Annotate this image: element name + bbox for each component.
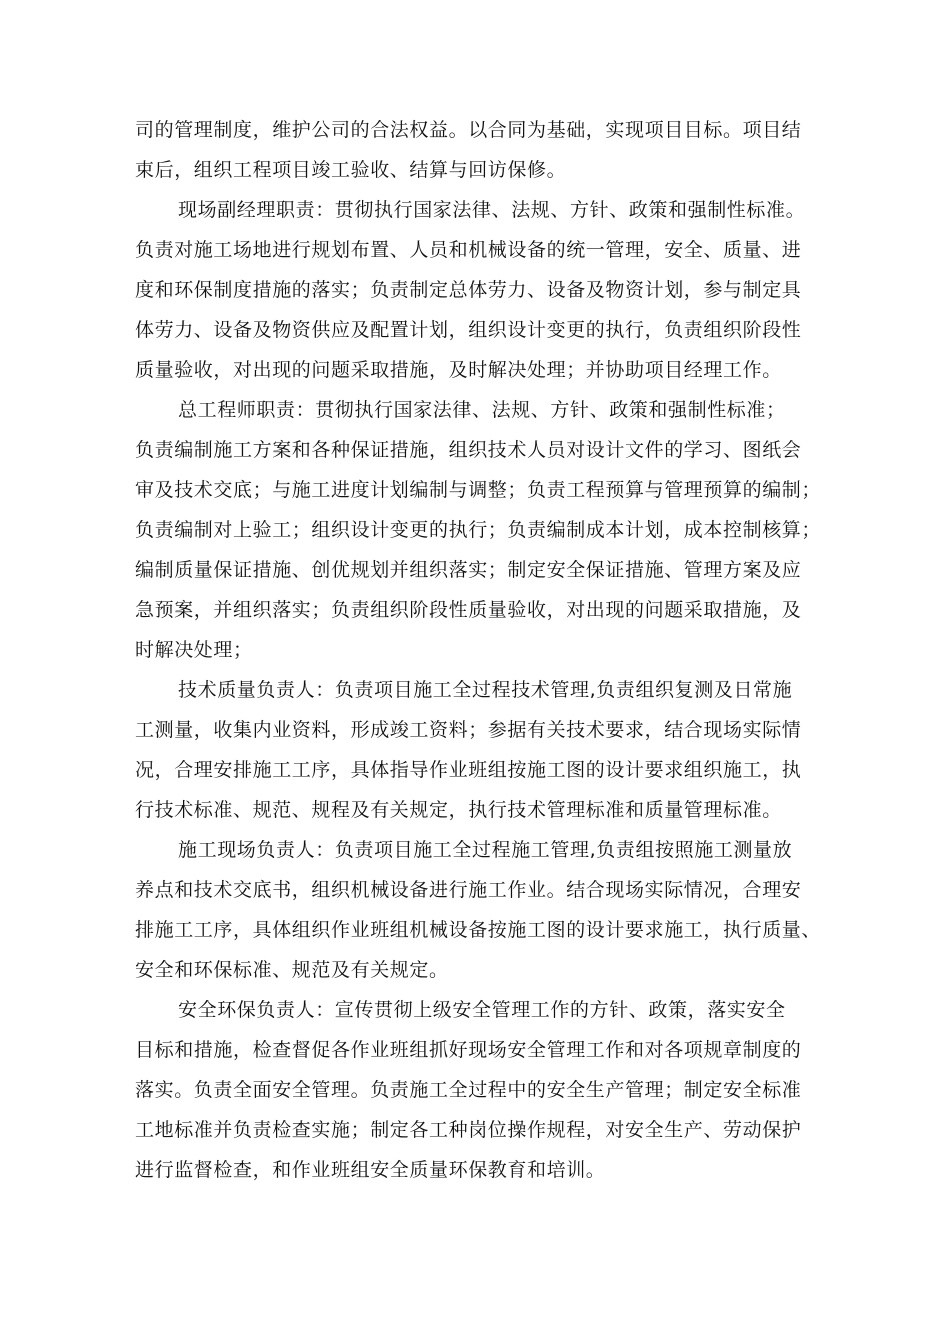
text-line: 编制质量保证措施、创优规划并组织落实；制定安全保证措施、管理方案及应 [135,559,802,581]
text-line: 审及技术交底；与施工进度计划编制与调整；负责工程预算与管理预算的编制； [135,479,822,501]
text-line: 目标和措施，检查督促各作业班组抓好现场安全管理工作和对各项规章制度的 [135,1039,802,1061]
text-line: 负责编制对上验工；组织设计变更的执行；负责编制成本计划，成本控制核算； [135,519,822,541]
text-line: 进行监督检查，和作业班组安全质量环保教育和培训。 [135,1159,606,1181]
text-line: 负责对施工场地进行规划布置、人员和机械设备的统一管理，安全、质量、进 [135,239,802,261]
text-line: 负责编制施工方案和各种保证措施，组织技术人员对设计文件的学习、图纸会 [135,439,802,461]
text-line: 工测量，收集内业资料，形成竣工资料；参据有关技术要求，结合现场实际情 [135,719,802,741]
text-line: 束后，组织工程项目竣工验收、结算与回访保修。 [135,159,567,181]
text-line: 司的管理制度，维护公司的合法权益。以合同为基础，实现项目目标。项目结 [135,119,802,141]
text-line: 行技术标准、规范、规程及有关规定，执行技术管理标准和质量管理标准。 [135,799,782,821]
text-line: 工地标准并负责检查实施；制定各工种岗位操作规程，对安全生产、劳动保护 [135,1119,802,1141]
paragraph-start: 技术质量负责人：负责项目施工全过程技术管理,负责组织复测及日常施 [178,679,793,701]
paragraph-start: 施工现场负责人：负责项目施工全过程施工管理,负责组按照施工测量放 [178,839,793,861]
text-line: 体劳力、设备及物资供应及配置计划，组织设计变更的执行，负责组织阶段性 [135,319,802,341]
text-line: 度和环保制度措施的落实；负责制定总体劳力、设备及物资计划，参与制定具 [135,279,802,301]
paragraph-start: 总工程师职责：贯彻执行国家法律、法规、方针、政策和强制性标准； [178,399,786,421]
text-line: 落实。负责全面安全管理。负责施工全过程中的安全生产管理；制定安全标准 [135,1079,802,1101]
text-line: 急预案，并组织落实；负责组织阶段性质量验收，对出现的问题采取措施，及 [135,599,802,621]
text-line: 况，合理安排施工工序，具体指导作业班组按施工图的设计要求组织施工，执 [135,759,802,781]
text-line: 排施工工序，具体组织作业班组机械设备按施工图的设计要求施工，执行质量、 [135,919,822,941]
text-line: 时解决处理； [135,639,253,661]
text-line: 养点和技术交底书，组织机械设备进行施工作业。结合现场实际情况，合理安 [135,879,802,901]
text-line: 安全和环保标准、规范及有关规定。 [135,959,449,981]
text-line: 质量验收，对出现的问题采取措施，及时解决处理；并协助项目经理工作。 [135,359,782,381]
paragraph-start: 现场副经理职责：贯彻执行国家法律、法规、方针、政策和强制性标准。 [178,199,806,221]
paragraph-start: 安全环保负责人：宣传贯彻上级安全管理工作的方针、政策，落实安全 [178,999,786,1021]
